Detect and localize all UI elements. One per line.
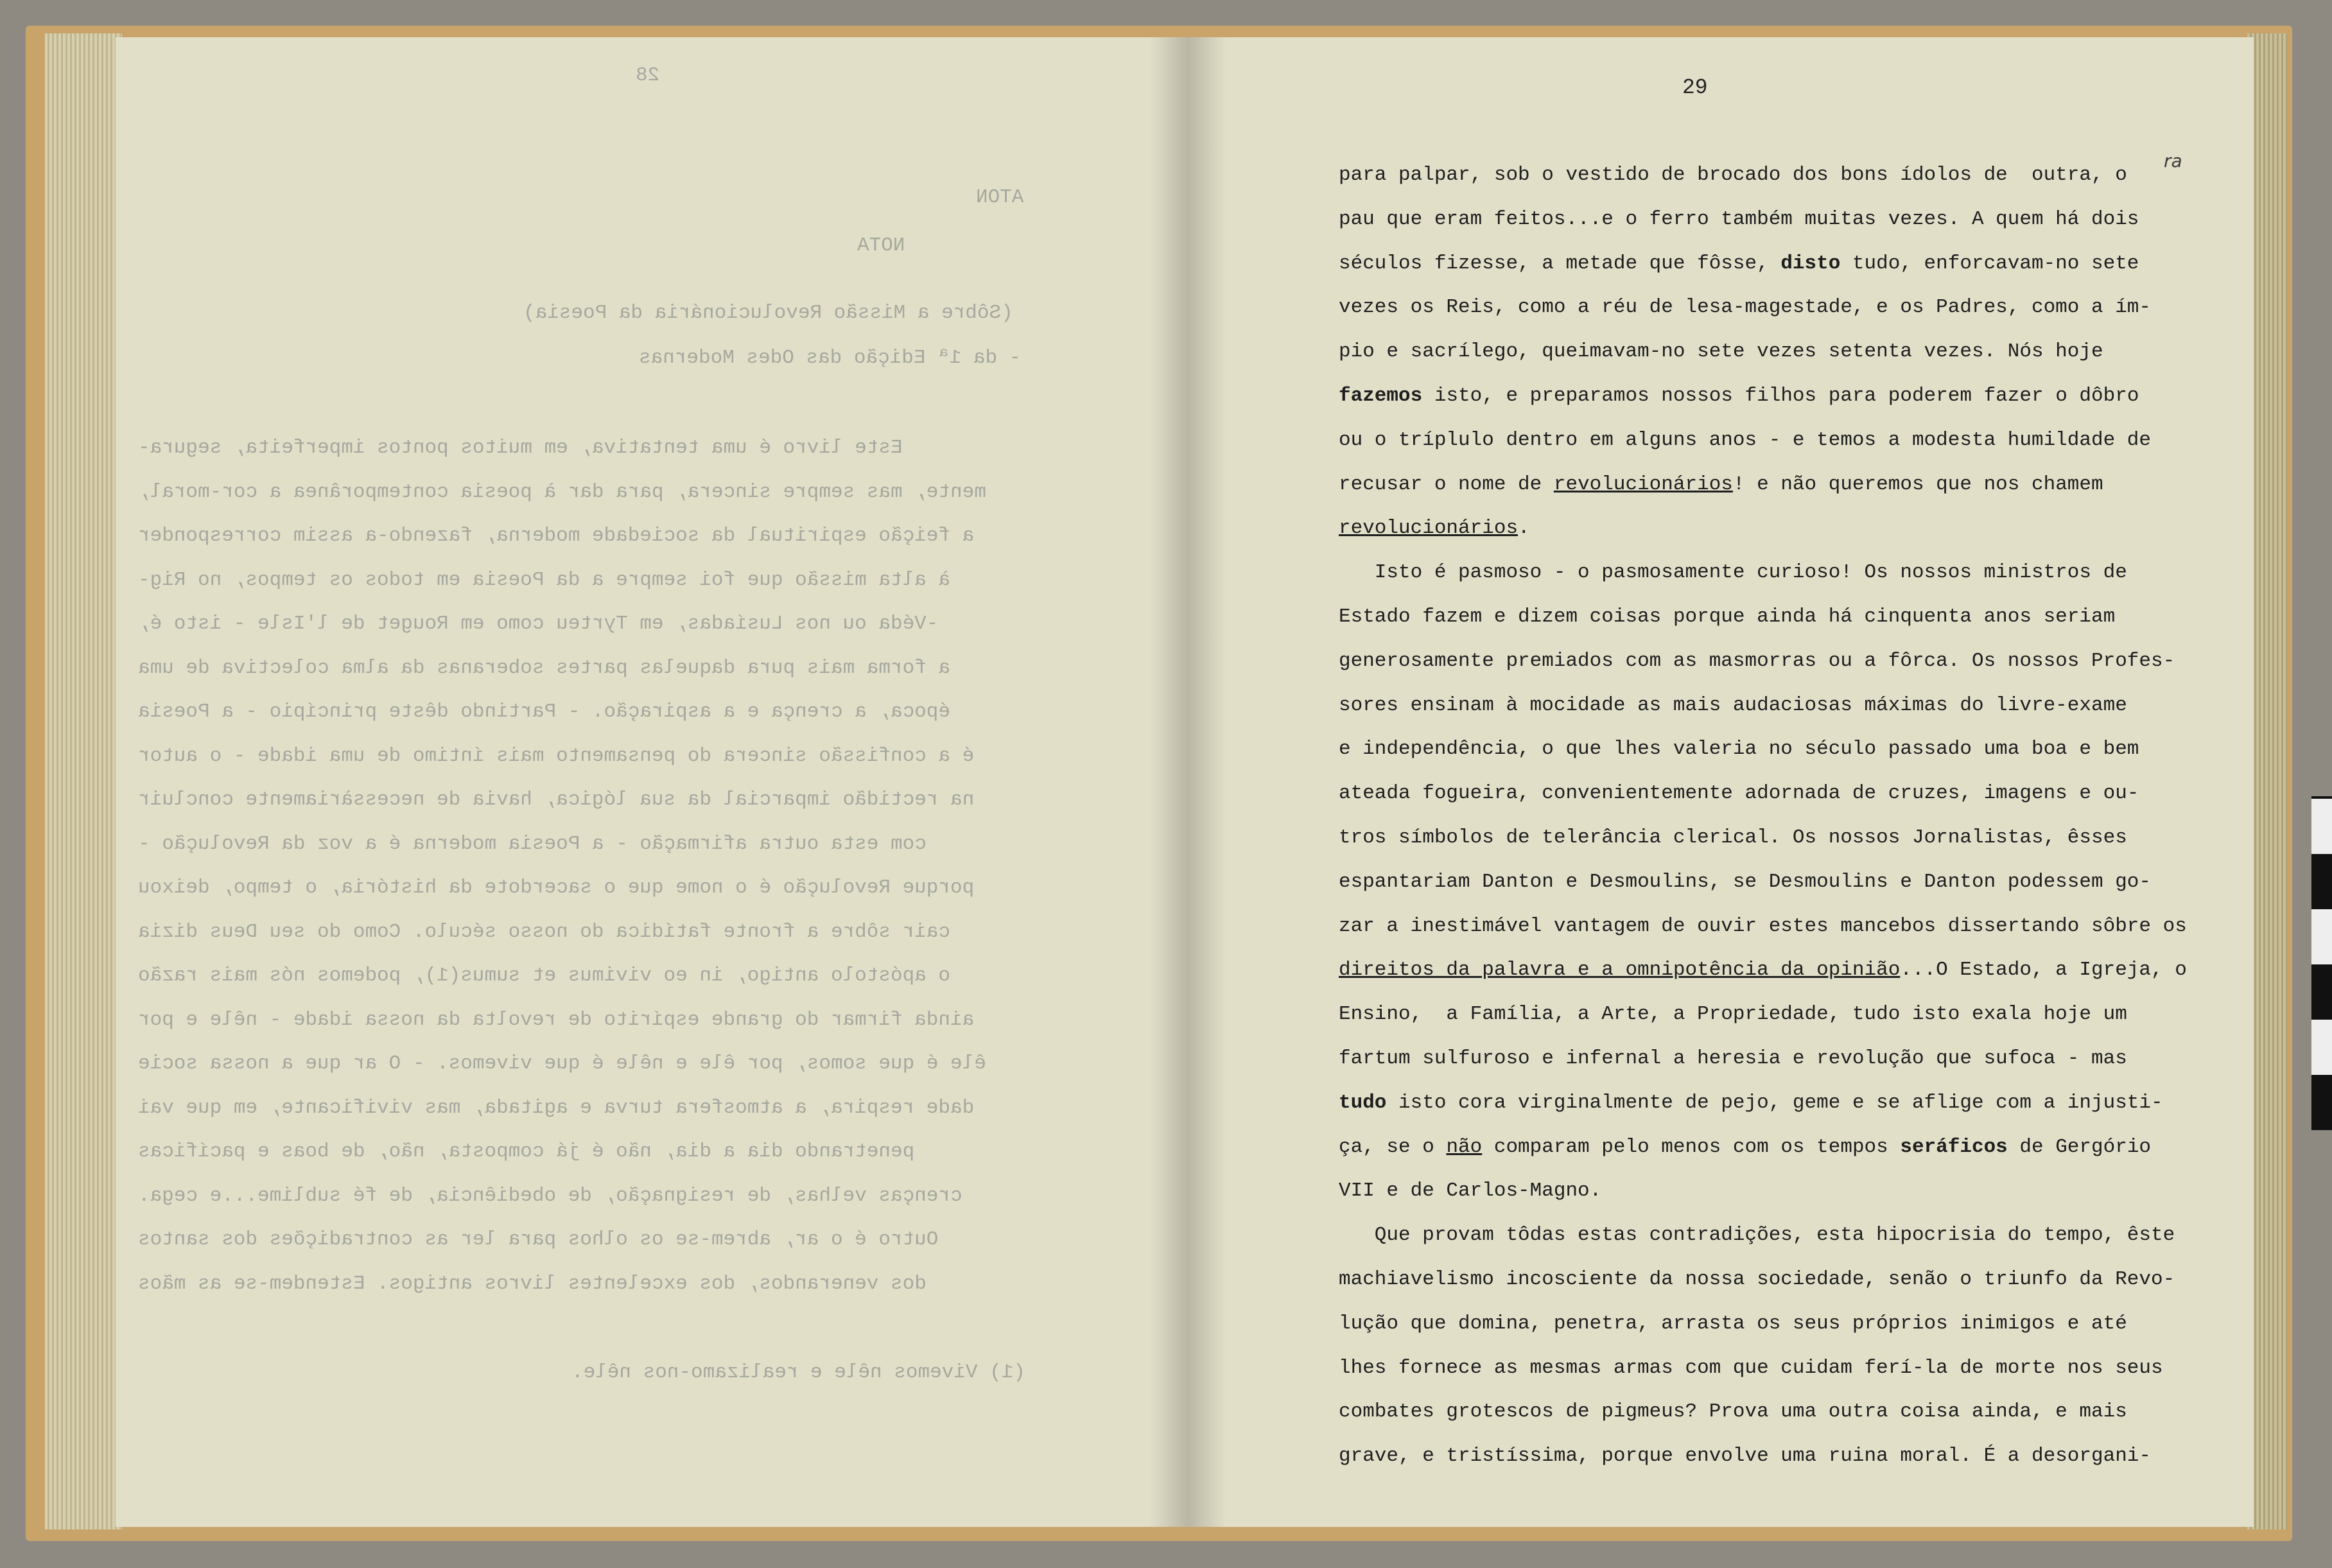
text-line [1339,1003,2127,1025]
bleed-text-line: penetrando dia a dia, não é já composta, não, de boas e pacíficas [138,1140,915,1163]
bleed-text-line: à alta missão que foi sempre a da Poesia em todos os tempos, no Rig- [138,568,951,591]
bleed-text-line: ainda firmar do grande espírito de revolta da nossa idade - nêle e por [138,1008,975,1031]
text-line [1339,738,2139,760]
text-segment: tudo, enforcavam-no sete [1840,252,2139,275]
text-line [1339,1357,2163,1379]
color-scale-strip [2311,796,2332,1130]
text-segment: machiavelismo incosciente da nossa sociedade, senão o triunfo da Revo- [1339,1268,2175,1291]
text-line [1339,1092,2163,1114]
text-line [1339,694,2127,717]
left-page-stack [45,33,122,1529]
bleed-text-line: -Véda ou nos Lusíadas, em Tyrteu como em Rouget de l'Isle - isto é, [138,613,939,635]
text-line [1339,296,2151,318]
text-line [1339,650,2175,672]
text-segment: pio e sacrílego, queimavam-no sete vezes setenta vezes. Nós hoje [1339,340,2103,363]
bleed-text-line: (1) Vivemos nêle e realizamo-nos nêle. [571,1361,1025,1384]
page-number: 29 [1682,76,1708,100]
text-segment: Que provam tôdas estas contradições, esta hipocrisia do tempo, êste [1339,1224,2175,1247]
bleed-text-line: êle é que somos, por êle e nêle é que vivemos. - O ar que a nossa socie [138,1052,986,1075]
text-segment: isto, e preparamos nossos filhos para poderem fazer o dôbro [1422,385,2139,407]
text-line [1339,871,2151,893]
bleed-text-line: dade respira, a atmosfera turva e agitada, mas vivificante, em que vai [138,1096,975,1119]
bleed-text-line: cair sôbre a fronte fatídica do nosso século. Como do seu Deus dizia [138,920,951,943]
text-segment: e independência, o que lhes valeria no século passado uma boa e bem [1339,738,2139,761]
text-segment: ça, se o [1339,1135,1447,1158]
text-line [1339,1047,2127,1070]
text-line [1339,1136,2151,1158]
text-line [1339,429,2151,451]
bleed-text-line: (Sôbre a Missão Revolucionária da Poesia) [523,302,1013,324]
text-segment: ateada fogueira, convenientemente adornada de cruzes, imagens e ou- [1339,782,2139,805]
bleed-heading: ATON [976,186,1024,209]
text-segment: não [1446,1135,1483,1158]
text-line [1339,1400,2127,1423]
text-segment: espantariam Danton e Desmoulins, se Desmoulins e Danton podessem go- [1339,870,2152,893]
bleed-text-line: crenças velhas, de resignação, de obediência, de fé sublime...e cega. [138,1184,962,1207]
text-segment: para palpar, sob o vestido de brocado dos bons ídolos de outra, o [1339,164,2127,186]
text-segment: pau que eram feitos...e o ferro também muitas vezes. A quem há dois [1339,207,2139,231]
bleed-text-line: dos venerandos, dos excelentes livros antigos. Estendem-se as mãos [138,1272,927,1295]
bleed-text-line: época, a crença e a aspiração. - Partindo dêste princípio - a Poesia [138,701,951,723]
text-line [1339,915,2187,937]
bleed-text-line: é a confissão sincera do pensamento mais íntimo de uma idade - o autor [138,744,975,767]
text-line [1339,208,2139,231]
text-segment: ! e não queremos que nos chamem [1732,473,2103,496]
bleed-text-line: a forma mais pura daquelas partes soberanas da alma colectiva de uma [138,656,951,679]
text-segment: zar a inestimável vantagem de ouvir estes mancebos dissertando sôbre os [1339,914,2187,937]
bleed-heading: NOTA [857,234,905,257]
text-segment: tros símbolos de telerância clerical. Os nossos Jornalistas, êsses [1339,826,2127,849]
bleed-text-line: porque Revolução é o nome que o sacerdote da história, o tempo, deixou [138,876,975,899]
text-line [1339,1180,1601,1202]
text-line [1339,385,2139,407]
text-line [1339,782,2139,805]
text-segment: generosamente premiados com as masmorras ou a fôrca. Os nossos Profes- [1339,649,2175,672]
text-line [1339,1268,2175,1291]
bleed-text-line: mente, mas sempre sincera, para dar à poesia contemporânea a cor-moral, [138,480,986,503]
bleed-text-line: - da 1ª Edição das Odes Modernas [639,347,1022,369]
text-line [1339,340,2103,363]
text-segment: ...O Estado, a Igreja, o [1900,959,2187,982]
text-segment: revolucionários [1553,473,1733,496]
text-segment: sores ensinam à mocidade as mais audaciosas máximas do livre-exame [1339,693,2127,717]
text-segment: . [1518,517,1530,540]
left-page [116,37,1188,1527]
text-line [1339,959,2187,981]
text-segment: disto [1780,252,1841,275]
text-line [1339,1224,2175,1246]
text-segment: Isto é pasmoso - o pasmosamente curioso! Os nossos ministros de [1339,561,2127,584]
bleed-text-line: Outro é o ar, abrem-se os olhos para ler as contradições dos santos [138,1228,939,1251]
text-line [1339,252,2139,275]
text-line [1339,1312,2127,1335]
text-line [1339,517,1530,539]
text-line [1339,605,2115,628]
text-segment: isto cora virginalmente de pejo, geme e se aflige com a injusti- [1386,1091,2163,1114]
text-segment: de Gergório [2007,1135,2152,1158]
handwritten-correction: ra [2164,150,2182,171]
bleed-page-number: 28 [636,64,660,87]
text-segment: vezes os Reis, como a réu de lesa-magestade, e os Padres, como a ím- [1339,296,2152,319]
text-segment: Ensino, a Família, a Arte, a Propriedade, tudo isto exala hoje um [1339,1003,2127,1026]
text-segment: lhes fornece as mesmas armas com que cuidam ferí-la de morte nos seus [1339,1356,2163,1379]
text-line [1339,164,2127,186]
text-segment: direitos da palavra e a omnipotência da opinião [1339,959,1901,982]
text-segment: recusar o nome de [1339,473,1554,496]
text-segment: ou o tríplulo dentro em alguns anos - e temos a modesta humildade de [1339,428,2152,451]
text-segment: tudo [1339,1091,1387,1114]
text-segment: grave, e tristíssima, porque envolve uma ruina moral. É a desorgani- [1339,1445,2152,1468]
text-line [1339,473,2103,496]
text-segment: VII e de Carlos-Magno. [1339,1180,1602,1203]
bleed-text-line: a feição espiritual da sociedade moderna, fazendo-a assim corresponder [138,525,975,547]
text-segment: fazemos [1339,385,1423,407]
text-segment: lução que domina, penetra, arrasta os seus próprios inimigos e até [1339,1312,2127,1335]
bleed-text-line: na rectidão imparcial da sua lógica, havia de necessàriamente concluir [138,788,975,811]
bleed-text-line: Este livro é uma tentativa, em muitos pontos imperfeita, segura- [138,437,939,459]
text-segment: combates grotescos de pigmeus? Prova uma outra coisa ainda, e mais [1339,1400,2127,1424]
text-segment: comparam pelo menos com os tempos [1482,1135,1901,1158]
text-segment: Estado fazem e dizem coisas porque ainda há cinquenta anos seriam [1339,605,2116,628]
bleed-text-line: o apóstolo antigo, in eo vivimus et sumus(1), podemos nós mais razão [138,964,951,987]
text-line [1339,826,2127,849]
book-gutter [1149,37,1226,1527]
text-segment: fartum sulfuroso e infernal a heresia e revolução que sufoca - mas [1339,1047,2127,1070]
text-line [1339,1445,2151,1467]
text-segment: seráficos [1900,1135,2008,1158]
text-line [1339,561,2127,584]
text-segment: séculos fizesse, a metade que fôsse, [1339,252,1781,275]
bleed-text-line: com esta outra afirmação - a Poesia moderna é a voz da Revolução - [138,832,927,855]
text-segment: revolucionários [1339,517,1518,540]
